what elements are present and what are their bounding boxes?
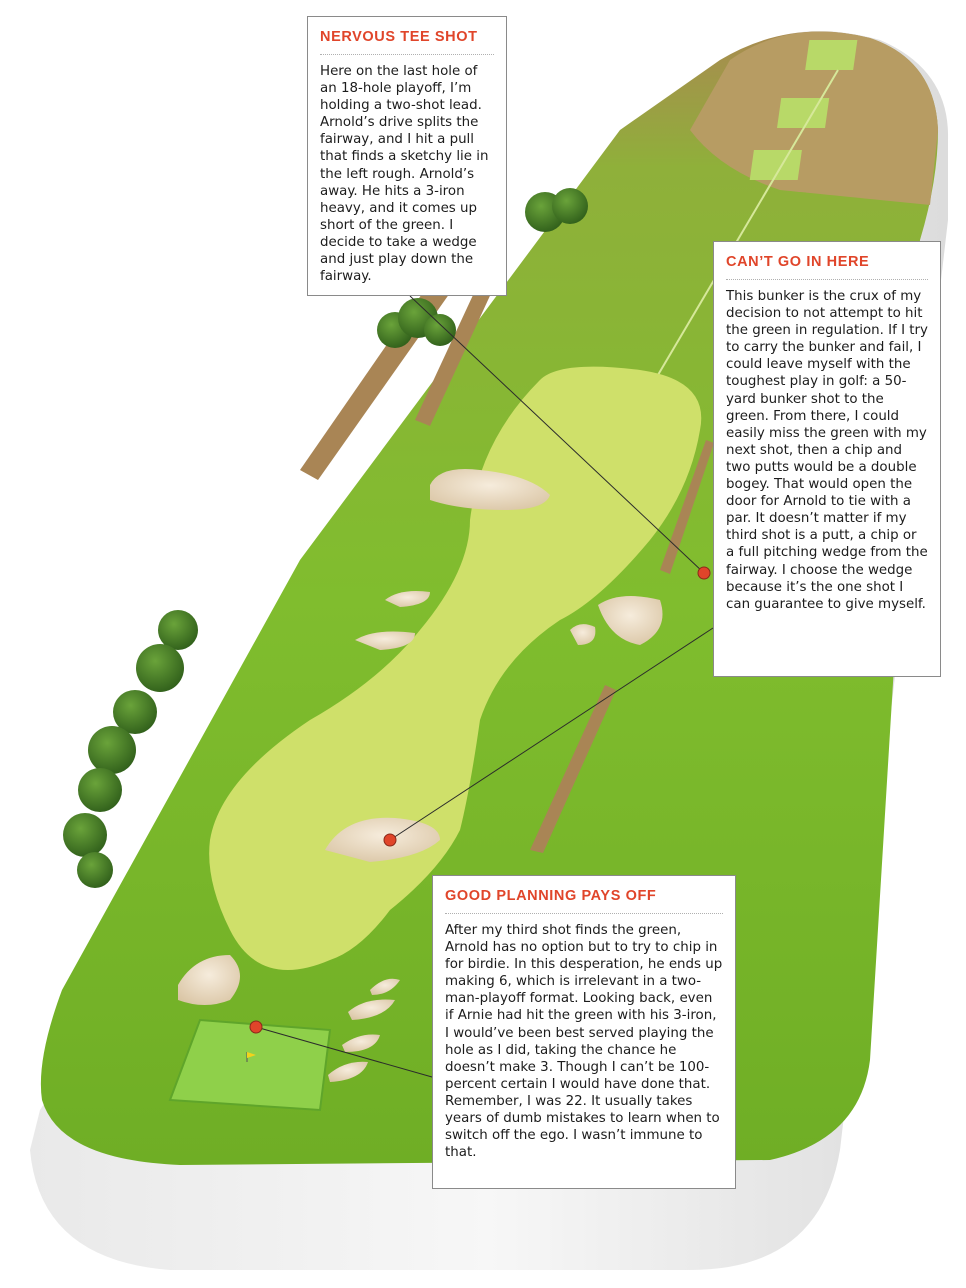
callout-nervous-tee-shot <box>307 16 507 296</box>
putting-green <box>170 1020 330 1110</box>
callout-body: Here on the last hole of an 18-hole playoff, I’m holding a two-shot lead. Arnold’s drive splits the fairway, and I hit a pull that finds a sketchy lie in the left rough. Arnold’s away. He hits a 3-iron heavy, and it comes up short of the green. I decide to take a wedge and just play down the fairway. <box>320 64 489 285</box>
callout-title: NERVOUS TEE SHOT <box>320 29 494 55</box>
tee-box <box>777 98 829 128</box>
callout-title: GOOD PLANNING PAYS OFF <box>445 888 723 914</box>
marker-dot <box>698 567 710 579</box>
callout-good-planning <box>432 875 736 1189</box>
callout-body: This bunker is the crux of my decision to not attempt to hit the green in regulation. If I try to carry the bunker and fail, I could leave myself with the toughest play in golf: a 50-yard bunker shot to the green. From there, I could easily miss the green with my next shot, then a chip and two putts would be a double bogey. That would open the door for Arnold to tie with a par. It doesn’t matter if my third shot is a putt, a chip or a full pitching wedge from the fairway. I choose the wedge because it’s the one shot I can guarantee to give myself. <box>726 289 928 612</box>
tee-box <box>805 40 857 70</box>
marker-dot <box>250 1021 262 1033</box>
callout-cant-go-in-here <box>713 241 941 677</box>
marker-dot <box>384 834 396 846</box>
callout-title: CAN’T GO IN HERE <box>726 254 928 280</box>
callout-body: After my third shot finds the green, Arnold has no option but to try to chip in for birdie. In this desperation, he ends up making 6, which is irrelevant in a two-man-playoff format. Looking back, even if Arnie had hit the green with his 3-iron, I would’ve been best served playing the hole as I did, taking the chance he doesn’t make 3. Though I can’t be 100-percent certain I would have done that. Remember, I was 22. It usually takes years of dumb mistakes to learn when to switch off the ego. I wasn’t immune to that. <box>445 923 723 1161</box>
